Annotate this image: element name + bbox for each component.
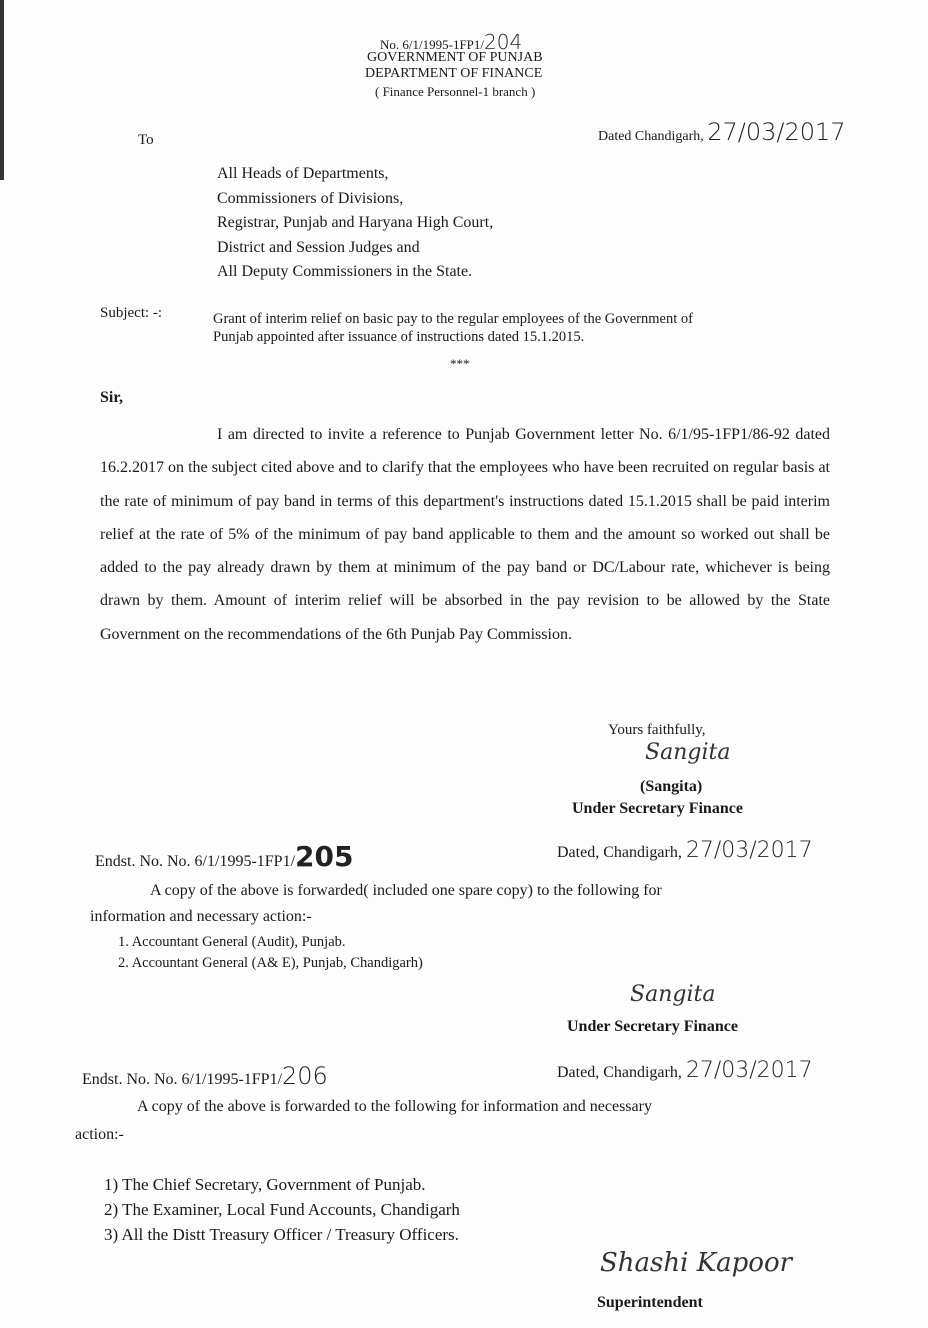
recipient: Registrar, Punjab and Haryana High Court,	[217, 214, 494, 231]
signature: Shashi Kapoor	[600, 1248, 793, 1278]
stars-separator: ***	[450, 356, 470, 371]
to-label: To	[138, 132, 154, 148]
signature: Sangita	[645, 740, 731, 765]
recipients-list	[217, 162, 493, 285]
scan-edge	[0, 0, 4, 180]
handwritten-number: 204	[484, 30, 523, 54]
endorsement-text: A copy of the above is forwarded to the following for information and necessary	[137, 1098, 652, 1115]
endorsement-text: action:-	[75, 1126, 124, 1143]
subject-label: Subject: -:	[100, 305, 163, 321]
gov-heading: GOVERNMENT OF PUNJAB	[367, 50, 543, 65]
endorsement-text: information and necessary action:-	[90, 908, 312, 925]
signatory-name: (Sangita)	[640, 778, 703, 795]
endorsement-list-2: 1) The Chief Secretary, Government of Punjab. 2) The Examiner, Local Fund Accounts, Chandigarh 3) All the Distt Treasury Officer / Treasury Officers.	[104, 1175, 460, 1244]
yours-faithfully: Yours faithfully,	[608, 722, 706, 738]
dated-line: Dated Chandigarh, 27/03/2017	[598, 118, 846, 146]
signatory-title: Under Secretary Finance	[572, 800, 743, 817]
branch-heading: ( Finance Personnel-1 branch )	[375, 84, 536, 99]
endorsement-date-2: Dated, Chandigarh, 27/03/2017	[557, 1058, 813, 1083]
salutation: Sir,	[100, 389, 123, 406]
recipient: Commissioners of Divisions,	[217, 189, 404, 207]
endorsement-number-1: Endst. No. No. 6/1/1995-1FP1/205	[95, 840, 354, 873]
endorsement-list-1: 1. Accountant General (Audit), Punjab. 2. Accountant General (A& E), Punjab, Chandigarh)	[118, 934, 423, 971]
signatory-title: Superintendent	[597, 1294, 703, 1311]
endorsement-date-1: Dated, Chandigarh, 27/03/2017	[557, 838, 813, 863]
signature: Sangita	[630, 982, 716, 1007]
dept-heading: DEPARTMENT OF FINANCE	[365, 66, 543, 81]
endorsement-text: A copy of the above is forwarded( included one spare copy) to the following for	[150, 882, 662, 899]
endorsement-number-2: Endst. No. No. 6/1/1995-1FP1/206	[82, 1062, 328, 1090]
letter-number: No. 6/1/1995-1FP1/204	[380, 30, 523, 54]
recipient: All Heads of Departments,	[217, 165, 389, 182]
subject-text: Grant of interim relief on basic pay to the regular employees of the Government of Punjab appointed after issuance of instructions dated 15.1.2015.	[213, 311, 693, 345]
signatory-title: Under Secretary Finance	[567, 1018, 738, 1035]
recipient: District and Session Judges and	[217, 238, 420, 256]
recipient: All Deputy Commissioners in the State.	[217, 263, 473, 280]
body-paragraph: I am directed to invite a reference to Punjab Government letter No. 6/1/95-1FP1/86-92 dated 16.2.2017 on the subject cited above and to clarify that the employees who have been recruited on regular basis at the rate of minimum of pay band in terms of this department's instructions dated 15.1.2015 shall be paid interim relief at the rate of 5% of the minimum of pay band applicable to them and the amount so worked out shall be added to the pay already drawn by them at minimum of the pay band or DC/Labour rate, whichever is being drawn by them. Amount of interim relief will be absorbed in the pay revision to be allowed by the State Government on the recommendations of the 6th Punjab Pay Commission.	[100, 426, 830, 643]
